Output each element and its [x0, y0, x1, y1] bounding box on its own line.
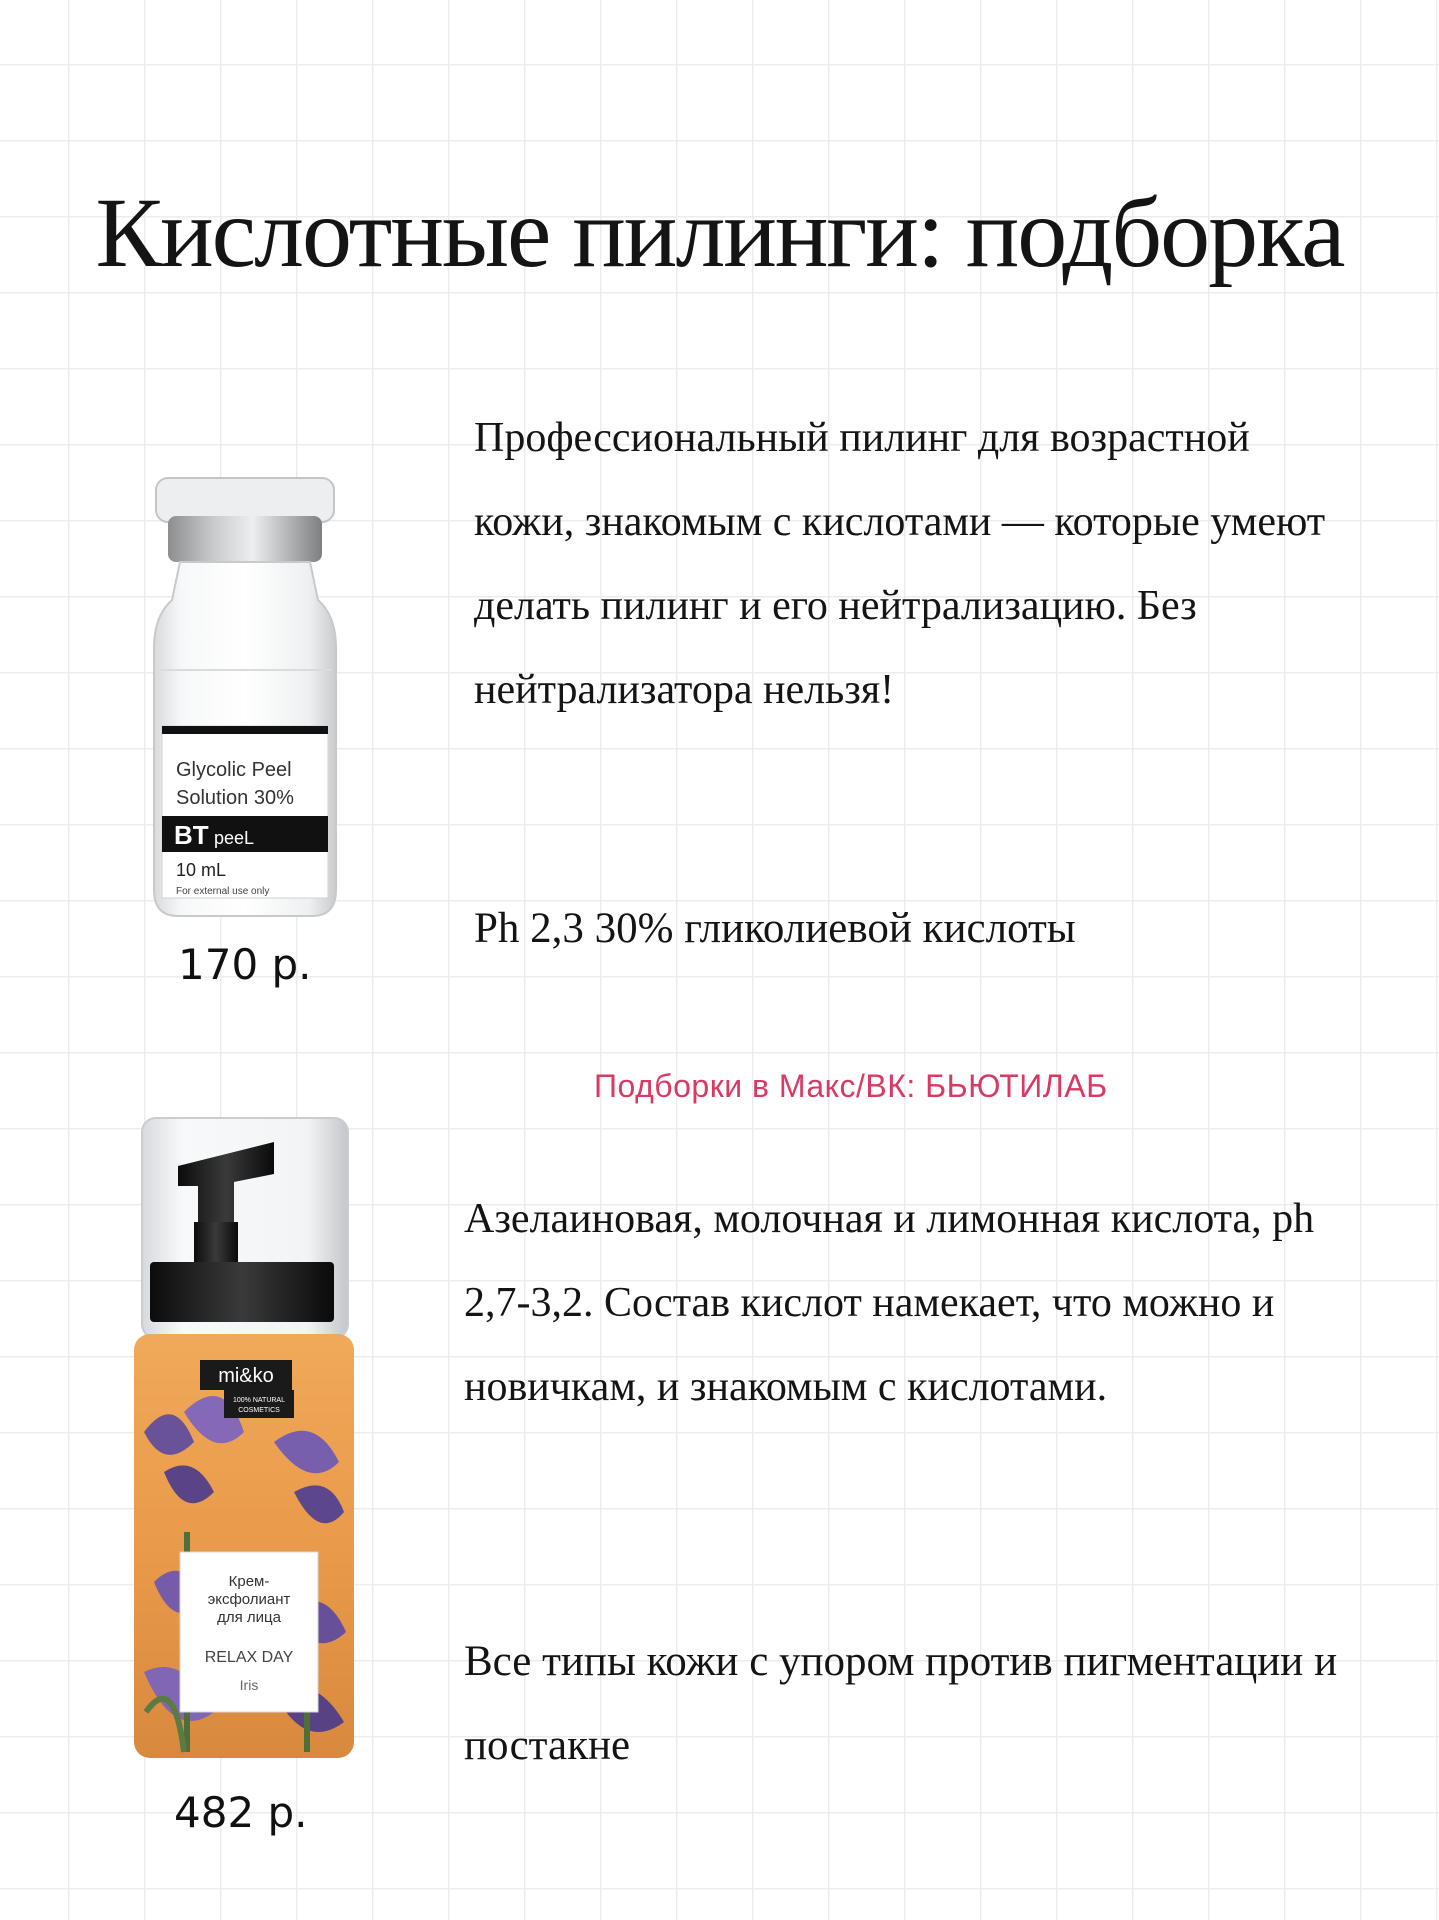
- product-image-exfoliant-cream: [124, 1112, 364, 1772]
- label-line1: Крем-: [228, 1573, 270, 1590]
- product-image-glycolic-peel: [140, 470, 350, 930]
- label-line2: эксфолиант: [207, 1591, 291, 1608]
- label-brand-sub2: COSMETICS: [238, 1407, 280, 1414]
- label-line3: для лица: [217, 1609, 281, 1626]
- label-volume: 10 mL: [176, 860, 227, 880]
- product-description: Профессиональный пилинг для возрастной кожи, знакомым с кислотами — которые умеют делать пилинг и его нейтрализацию. Без нейтрализатора нельзя!: [474, 415, 1326, 713]
- label-brand-main: BT: [174, 820, 209, 850]
- label-brand-sub: peeL: [214, 828, 255, 848]
- product-price: 482 р.: [174, 1788, 308, 1837]
- label-line1: Glycolic Peel: [176, 759, 292, 781]
- product-description: Азелаиновая, молочная и лимонная кислота, ph 2,7-3,2. Состав кислот намекает, что можно и новичкам, и знакомым с кислотами.: [464, 1196, 1315, 1410]
- label-brand-sub1: 100% NATURAL: [232, 1397, 286, 1404]
- label-series: RELAX DAY: [204, 1649, 294, 1666]
- label-brand: mi&ko: [218, 1365, 274, 1387]
- label-variant: Iris: [239, 1677, 259, 1693]
- promo-text: Подборки в Макс/ВК: БЬЮТИЛАБ: [594, 1068, 1108, 1104]
- product-price: 170 р.: [178, 940, 312, 989]
- label-caution: For external use only: [176, 886, 270, 897]
- product-note: Ph 2,3 30% гликолиевой кислоты: [474, 905, 1076, 952]
- label-line2: Solution 30%: [176, 787, 294, 809]
- page-title: Кислотные пилинги: подборка: [95, 177, 1344, 288]
- product-note: Все типы кожи с упором против пигментации и постакне: [464, 1638, 1338, 1769]
